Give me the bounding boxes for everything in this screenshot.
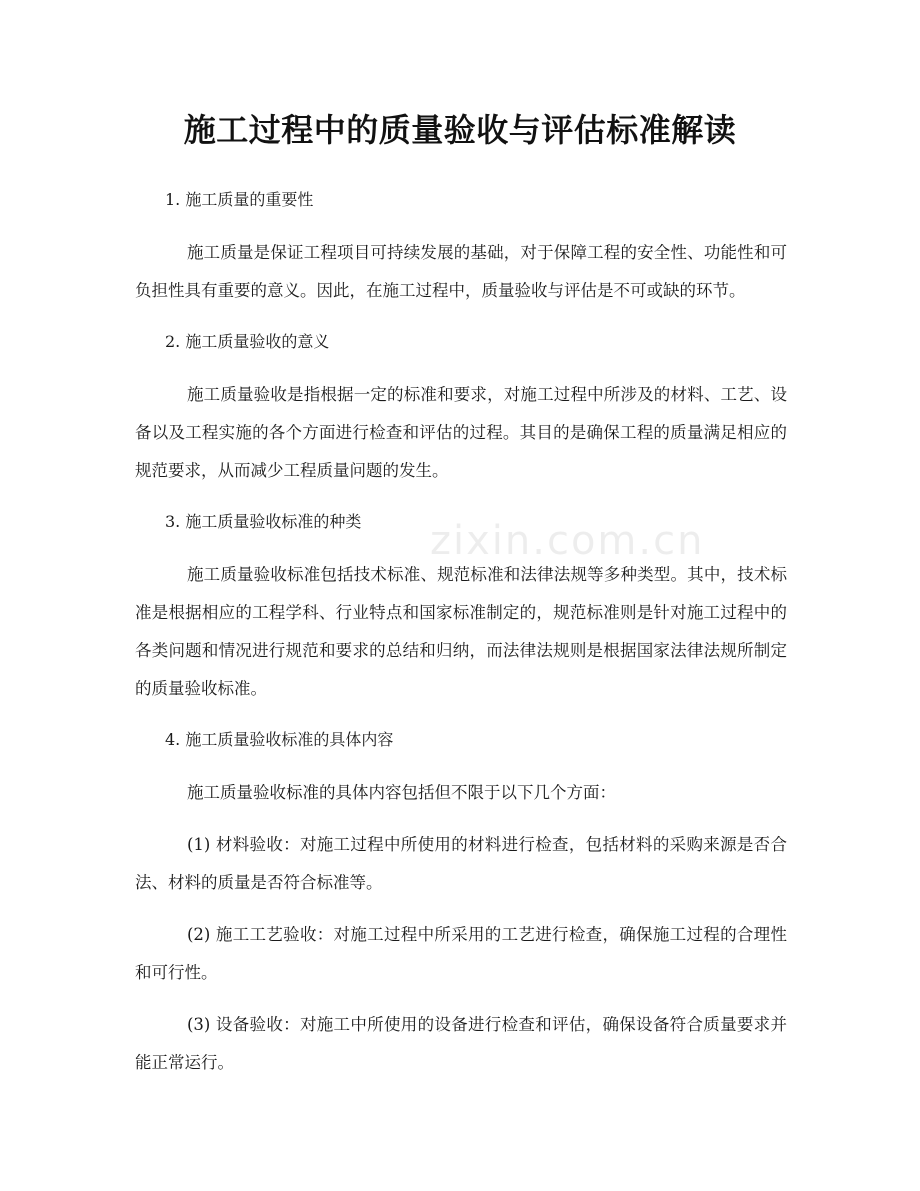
section-paragraph: 施工质量验收是指根据一定的标准和要求，对施工过程中所涉及的材料、工艺、设备以及工程实施的各个方面进行检查和评估的过程。其目的是确保工程的质量满足相应的规范要求，从而减少工程质量问题的发生。 — [135, 385, 787, 480]
list-item: (2) 施工工艺验收：对施工过程中所采用的工艺进行检查，确保施工过程的合理性和可行性。 — [135, 925, 787, 982]
document-body — [135, 182, 787, 1096]
list-item: (3) 设备验收：对施工中所使用的设备进行检查和评估，确保设备符合质量要求并能正常运行。 — [135, 1015, 787, 1072]
watermark: zixin.com.cn — [430, 518, 705, 564]
list-item: (1) 材料验收：对施工过程中所使用的材料进行检查，包括材料的采购来源是否合法、材料的质量是否符合标准等。 — [135, 835, 787, 892]
section-paragraph: 施工质量是保证工程项目可持续发展的基础，对于保障工程的安全性、功能性和可负担性具有重要的意义。因此，在施工过程中，质量验收与评估是不可或缺的环节。 — [135, 243, 787, 300]
document-title: 施工过程中的质量验收与评估标准解读 — [183, 111, 737, 149]
section-2 — [135, 324, 787, 490]
section-3 — [135, 504, 787, 708]
section-heading: 1. 施工质量的重要性 — [165, 190, 314, 209]
section-paragraph: 施工质量验收标准的具体内容包括但不限于以下几个方面： — [187, 783, 616, 802]
section-heading: 4. 施工质量验收标准的具体内容 — [165, 730, 394, 749]
section-1 — [135, 182, 787, 310]
section-heading: 3. 施工质量验收标准的种类 — [165, 512, 362, 531]
section-paragraph: 施工质量验收标准包括技术标准、规范标准和法律法规等多种类型。其中，技术标准是根据相应的工程学科、行业特点和国家标准制定的，规范标准则是针对施工过程中的各类问题和情况进行规范和要求的总结和归纳，而法律法规则是根据国家法律法规所制定的质量验收标准。 — [135, 565, 787, 698]
section-heading: 2. 施工质量验收的意义 — [165, 332, 330, 351]
section-4 — [135, 722, 787, 1082]
